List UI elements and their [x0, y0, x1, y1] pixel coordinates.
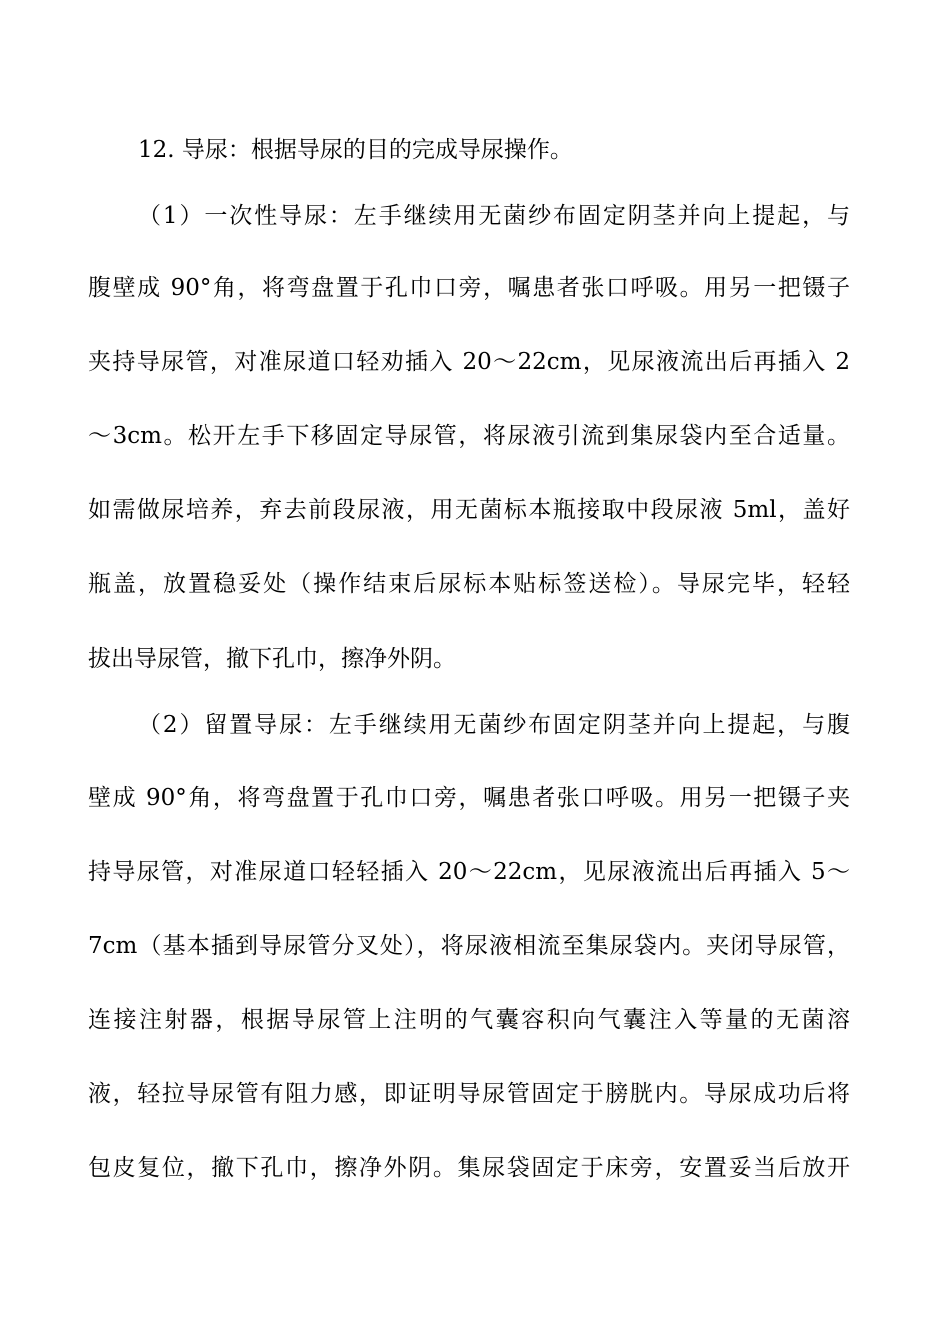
paragraph-1-line-2: 腹壁成 90°角，将弯盘置于孔巾口旁，嘱患者张口呼吸。用另一把镊子	[88, 275, 850, 301]
paragraph-2-line-1: （2）留置导尿：左手继续用无菌纱布固定阴茎并向上提起，与腹	[138, 712, 850, 738]
paragraph-2-line-5: 连接注射器，根据导尿管上注明的气囊容积向气囊注入等量的无菌溶	[88, 1007, 850, 1033]
paragraph-2-line-7: 包皮复位，撤下孔巾，擦净外阴。集尿袋固定于床旁，安置妥当后放开	[88, 1155, 850, 1181]
paragraph-1-line-6: 瓶盖，放置稳妥处（操作结束后尿标本贴标签送检）。导尿完毕，轻轻	[88, 571, 850, 597]
paragraph-1-line-3: 夹持导尿管，对准尿道口轻劝插入 20～22cm，见尿液流出后再插入 2	[88, 349, 850, 375]
paragraph-2-line-6: 液，轻拉导尿管有阻力感，即证明导尿管固定于膀胱内。导尿成功后将	[88, 1081, 850, 1107]
paragraph-1-line-7: 拔出导尿管，撤下孔巾，擦净外阴。	[88, 646, 456, 672]
paragraph-2-line-4: 7cm（基本插到导尿管分叉处），将尿液相流至集尿袋内。夹闭导尿管，	[88, 933, 850, 959]
paragraph-1-line-1: （1）一次性导尿：左手继续用无菌纱布固定阴茎并向上提起，与	[138, 203, 850, 229]
section-heading: 12. 导尿：根据导尿的目的完成导尿操作。	[138, 137, 573, 163]
paragraph-2-line-2: 壁成 90°角，将弯盘置于孔巾口旁，嘱患者张口呼吸。用另一把镊子夹	[88, 785, 850, 811]
paragraph-2-line-3: 持导尿管，对准尿道口轻轻插入 20～22cm，见尿液流出后再插入 5～	[88, 859, 850, 885]
paragraph-1-line-4: ～3cm。松开左手下移固定导尿管，将尿液引流到集尿袋内至合适量。	[88, 423, 850, 449]
paragraph-1-line-5: 如需做尿培养，弃去前段尿液，用无菌标本瓶接取中段尿液 5ml，盖好	[88, 497, 850, 523]
